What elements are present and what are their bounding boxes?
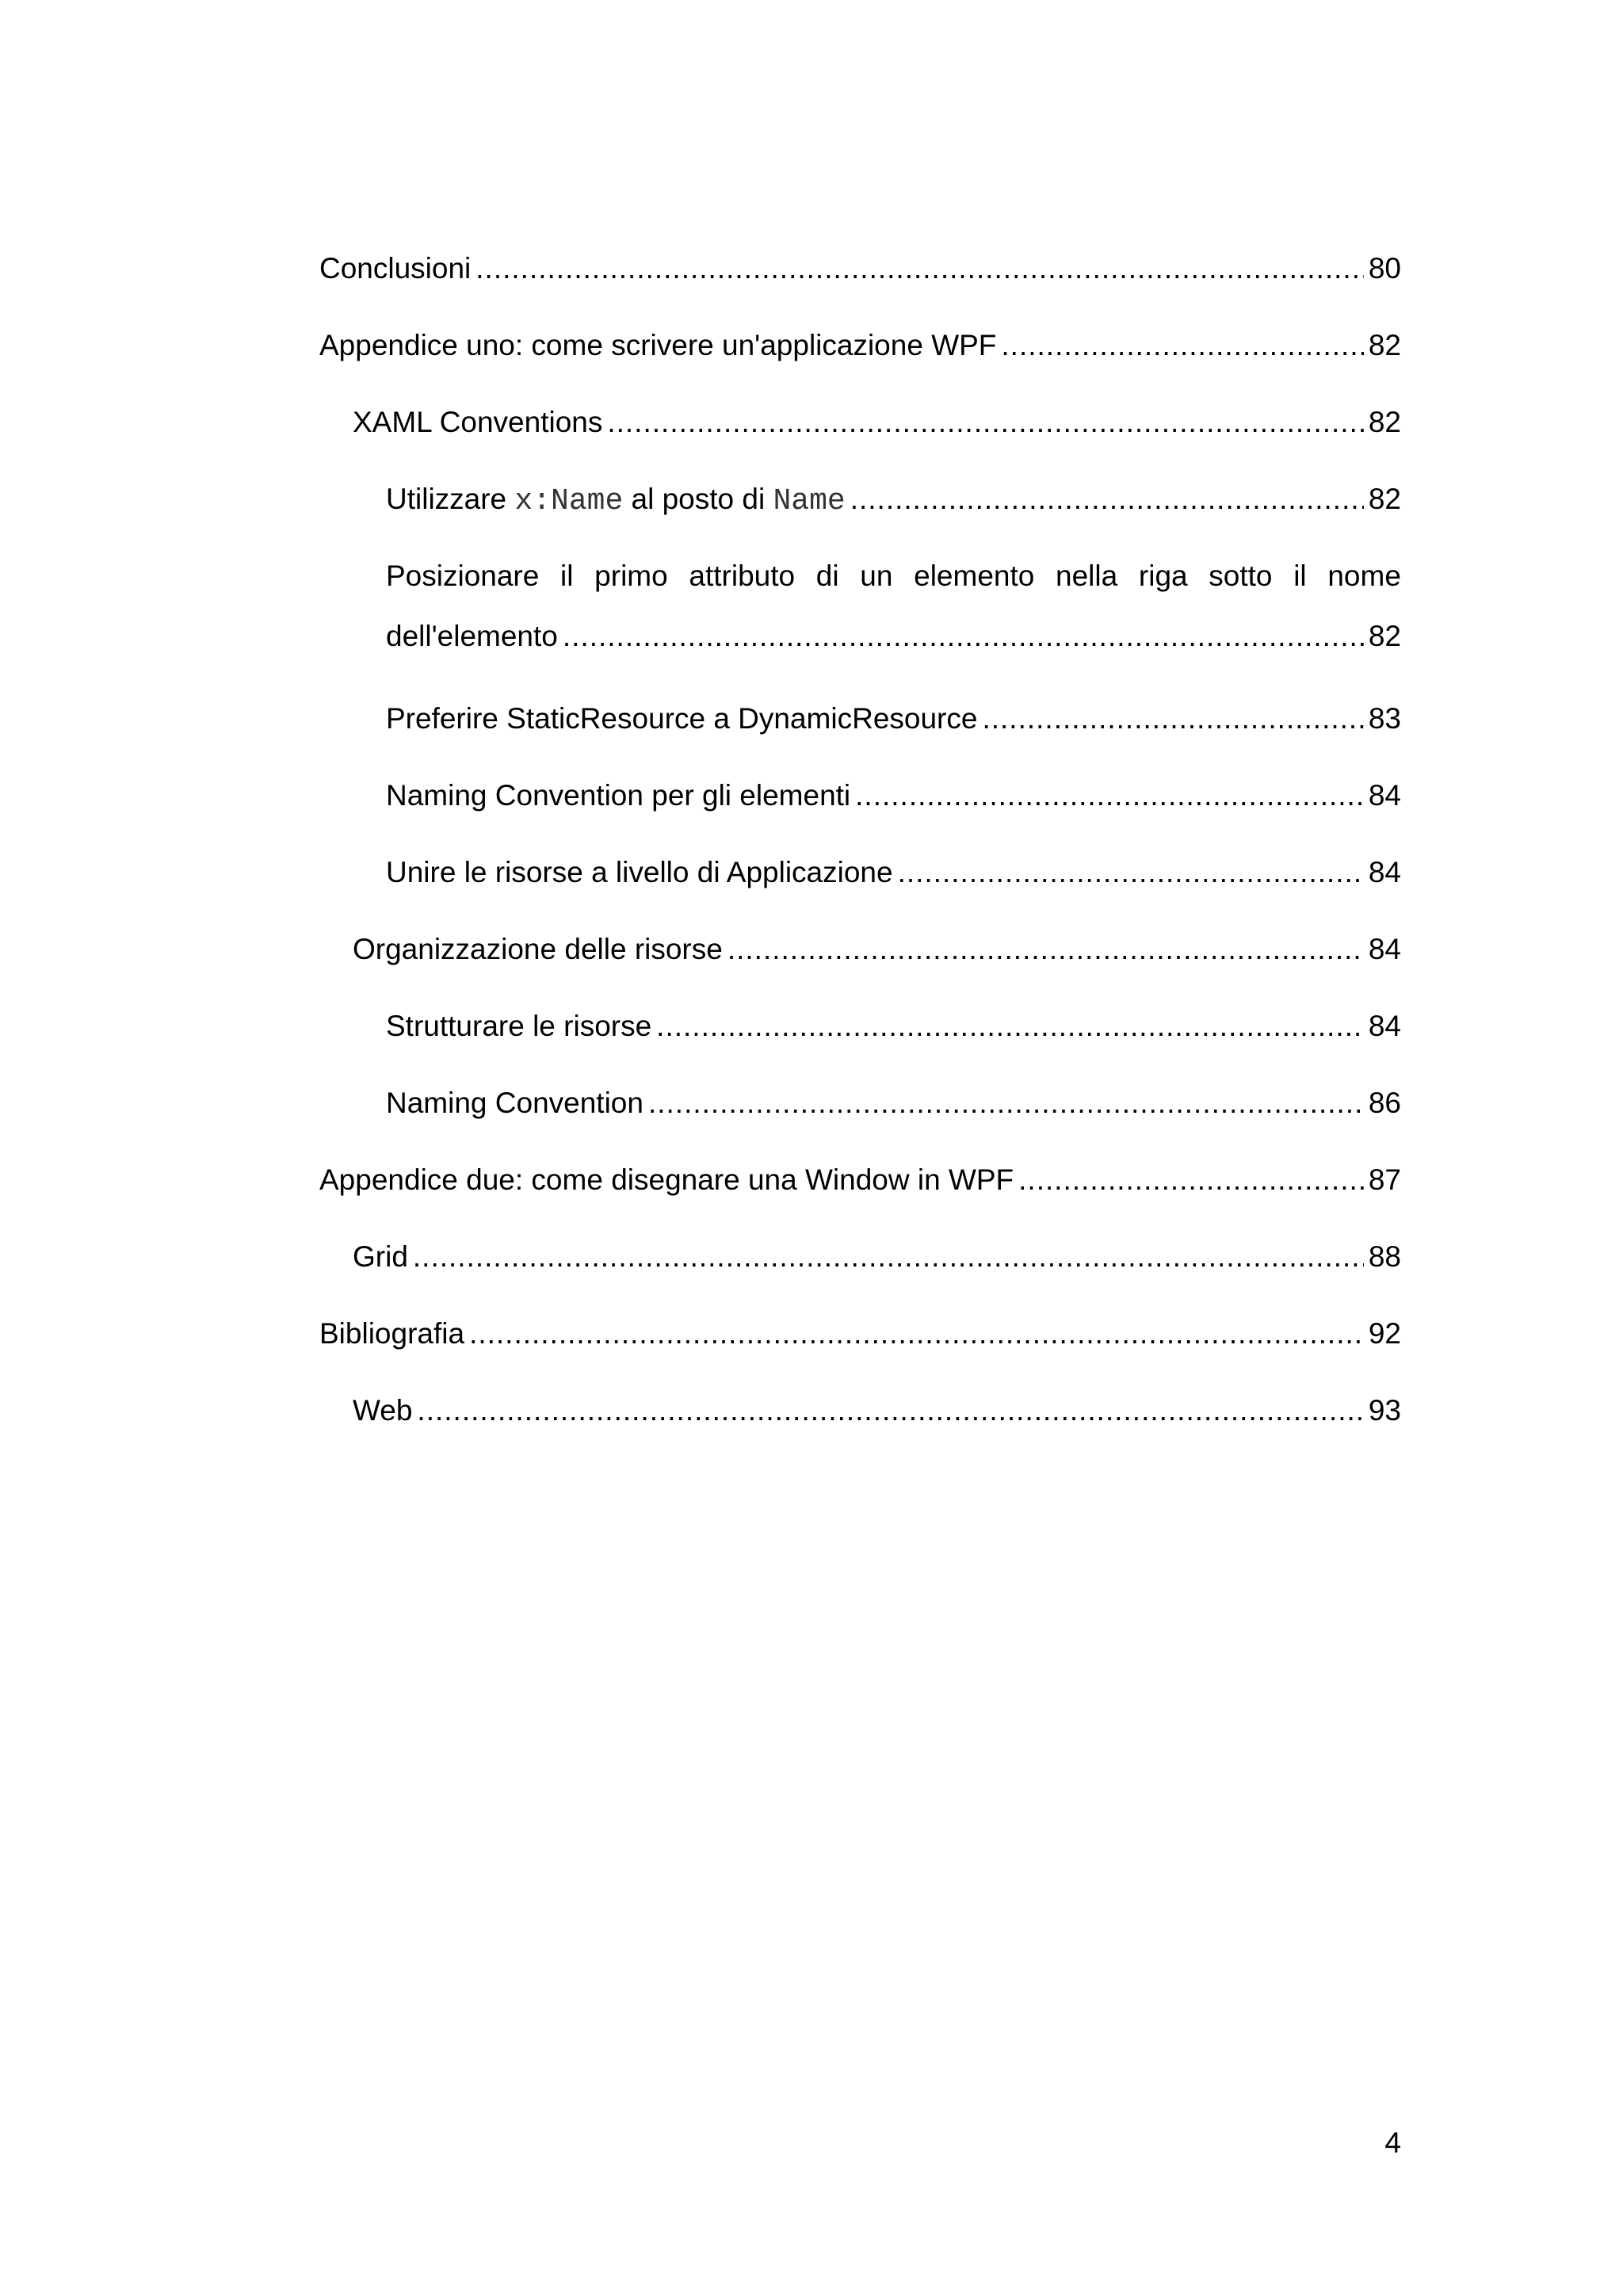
toc-entry-page: 82 (1368, 329, 1401, 361)
toc-entry-title-line2 (386, 617, 1401, 694)
toc-word: il (560, 560, 574, 592)
toc-entry-title: Organizzazione delle risorse (353, 933, 723, 965)
toc-entry-page: 82 (1368, 406, 1401, 438)
toc-entry-title-line1 (386, 557, 1401, 617)
toc-entry-strutturare-risorse[interactable] (319, 1002, 1401, 1079)
toc-leader-dots (898, 854, 1364, 892)
toc-entry-page: 84 (1368, 856, 1401, 888)
toc-leader-dots (855, 777, 1364, 815)
toc-entry-page: 82 (1368, 620, 1401, 652)
toc-leader-dots (648, 1084, 1364, 1122)
toc-entry-page: 92 (1368, 1317, 1401, 1350)
toc-word: nella (1056, 560, 1118, 592)
toc-entry-conclusioni[interactable] (319, 244, 1401, 321)
toc-entry-title: XAML Conventions (353, 406, 603, 438)
toc-title-prefix: Utilizzare (386, 483, 515, 515)
toc-entry-title: Conclusioni (319, 252, 472, 285)
toc-entry-unire-risorse[interactable] (319, 848, 1401, 925)
toc-entry-title: Strutturare le risorse (386, 1010, 652, 1042)
toc-leader-dots (727, 930, 1364, 968)
table-of-contents (319, 244, 1401, 1463)
toc-leader-dots (475, 250, 1364, 288)
toc-word: attributo (689, 560, 796, 592)
toc-entry-title: Appendice due: come disegnare una Window in WPF (319, 1163, 1014, 1196)
toc-entry-xaml-conventions[interactable] (319, 398, 1401, 475)
toc-word: sotto (1209, 560, 1273, 592)
toc-entry-title: Unire le risorse a livello di Applicazione (386, 856, 893, 888)
toc-entry-page: 87 (1368, 1163, 1401, 1196)
toc-word: elemento (914, 560, 1035, 592)
toc-leader-dots (1001, 327, 1363, 365)
toc-entry-page: 83 (1368, 702, 1401, 735)
toc-entry-page: 82 (1368, 483, 1401, 515)
toc-entry-page: 80 (1368, 252, 1401, 285)
toc-entry-posizionare-attributo[interactable] (319, 552, 1401, 694)
toc-title-mid: al posto di (623, 483, 773, 515)
toc-entry-appendice-due[interactable] (319, 1156, 1401, 1232)
toc-leader-dots (607, 403, 1363, 441)
toc-entry-title: Appendice uno: come scrivere un'applicazione WPF (319, 329, 997, 361)
code-xname: x:Name (514, 484, 624, 518)
code-name: Name (773, 484, 846, 518)
toc-entry-naming-convention[interactable] (319, 1079, 1401, 1156)
toc-leader-dots (563, 617, 1364, 655)
toc-word: il (1293, 560, 1307, 592)
toc-entry-title: Bibliografia (319, 1317, 465, 1350)
toc-entry-appendice-uno[interactable] (319, 321, 1401, 398)
toc-word: riga (1138, 560, 1188, 592)
toc-word: un (860, 560, 893, 592)
toc-leader-dots (850, 480, 1364, 518)
toc-leader-dots (1018, 1161, 1364, 1199)
toc-entry-title: Web (353, 1394, 413, 1427)
toc-word: di (815, 560, 839, 592)
toc-entry-organizzazione-risorse[interactable] (319, 925, 1401, 1002)
toc-leader-dots (417, 1392, 1363, 1430)
toc-entry-bibliografia[interactable] (319, 1309, 1401, 1386)
toc-entry-utilizzare-xname[interactable] (319, 475, 1401, 552)
toc-leader-dots (413, 1238, 1364, 1276)
toc-entry-title: Grid (353, 1240, 408, 1273)
toc-leader-dots (656, 1007, 1364, 1045)
toc-entry-page: 93 (1368, 1394, 1401, 1427)
toc-word: primo (594, 560, 668, 592)
toc-entry-page: 84 (1368, 933, 1401, 965)
toc-entry-title: Preferire StaticResource a DynamicResource (386, 702, 978, 735)
toc-entry-preferire-staticresource[interactable] (319, 694, 1401, 771)
toc-entry-naming-convention-elementi[interactable] (319, 771, 1401, 848)
toc-entry-page: 86 (1368, 1087, 1401, 1119)
toc-entry-page: 88 (1368, 1240, 1401, 1273)
toc-word: nome (1327, 560, 1401, 592)
toc-entry-title (386, 480, 846, 521)
toc-entry-title: Naming Convention (386, 1087, 643, 1119)
toc-entry-title: Naming Convention per gli elementi (386, 779, 851, 812)
toc-entry-grid[interactable] (319, 1232, 1401, 1309)
toc-leader-dots (982, 700, 1363, 738)
toc-leader-dots (469, 1315, 1364, 1353)
page-number: 4 (1384, 2126, 1401, 2159)
toc-entry-web[interactable] (319, 1386, 1401, 1463)
toc-entry-title-cont: dell'elemento (386, 620, 558, 652)
toc-entry-page: 84 (1368, 1010, 1401, 1042)
toc-word: Posizionare (386, 560, 540, 592)
toc-entry-page: 84 (1368, 779, 1401, 812)
